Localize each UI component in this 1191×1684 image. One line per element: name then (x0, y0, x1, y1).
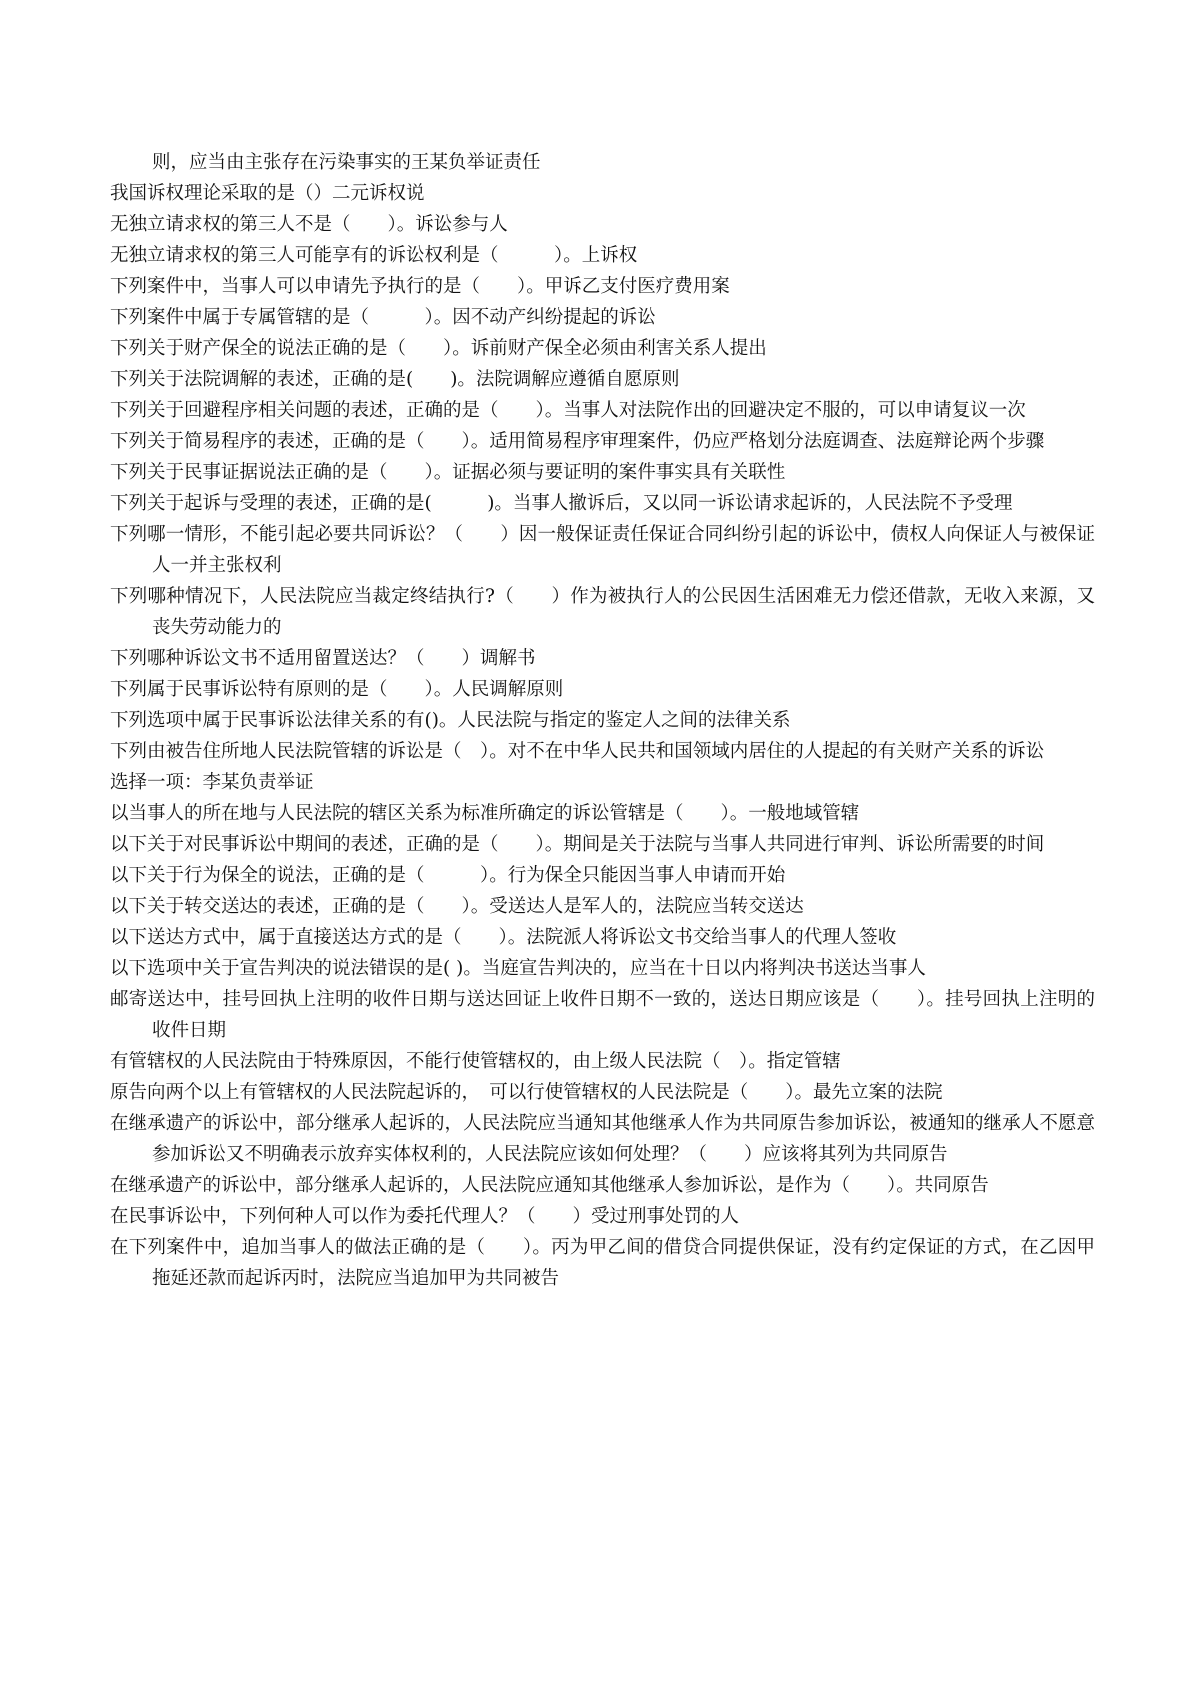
question-answer-line: 下列关于回避程序相关问题的表述，正确的是（ ）。当事人对法院作出的回避决定不服的，可以申请复议一次 (110, 400, 1026, 421)
question-answer-line: 以下选项中关于宣告判决的说法错误的是( )。当庭宣告判决的，应当在十日以内将判决书送达当事人 (110, 958, 926, 979)
question-answer-line: 原告向两个以上有管辖权的人民法院起诉的， 可以行使管辖权的人民法院是（ ）。最先立案的法院 (110, 1082, 943, 1103)
question-answer-line: 下列由被告住所地人民法院管辖的诉讼是（ ）。对不在中华人民共和国领域内居住的人提起的有关财产关系的诉讼 (110, 741, 1045, 762)
question-answer-line: 则，应当由主张存在污染事实的王某负举证责任 (152, 152, 541, 173)
question-answer-line: 在继承遗产的诉讼中，部分继承人起诉的，人民法院应当通知其他继承人作为共同原告参加诉讼，被通知的继承人不愿意参加诉讼又不明确表示放弃实体权利的，人民法院应该如何处理？（ ）应该将其列为共同原告 (110, 1113, 1095, 1165)
question-answer-line: 以下送达方式中，属于直接送达方式的是（ ）。法院派人将诉讼文书交给当事人的代理人签收 (110, 927, 897, 948)
question-answer-line: 选择一项：李某负责举证 (110, 772, 314, 793)
question-answer-line: 有管辖权的人民法院由于特殊原因，不能行使管辖权的，由上级人民法院（ ）。指定管辖 (110, 1051, 841, 1072)
question-answer-line: 我国诉权理论采取的是（）二元诉权说 (110, 183, 425, 204)
question-answer-line: 以下关于转交送达的表述，正确的是（ ）。受送达人是军人的，法院应当转交送达 (110, 896, 804, 917)
question-answer-line: 无独立请求权的第三人不是（ ）。诉讼参与人 (110, 214, 508, 235)
question-answer-line: 下列关于起诉与受理的表述，正确的是( )。当事人撤诉后，又以同一诉讼请求起诉的，人民法院不予受理 (110, 493, 1013, 514)
question-answer-line: 在下列案件中，追加当事人的做法正确的是（ ）。丙为甲乙间的借贷合同提供保证，没有约定保证的方式，在乙因甲拖延还款而起诉丙时，法院应当追加甲为共同被告 (110, 1237, 1095, 1289)
question-answer-line: 无独立请求权的第三人可能享有的诉讼权利是（ ）。上诉权 (110, 245, 638, 266)
question-answer-line: 以当事人的所在地与人民法院的辖区关系为标准所确定的诉讼管辖是（ ）。一般地域管辖 (110, 803, 860, 824)
question-answer-line: 以下关于行为保全的说法，正确的是（ ）。行为保全只能因当事人申请而开始 (110, 865, 786, 886)
question-answer-line: 下列案件中属于专属管辖的是（ ）。因不动产纠纷提起的诉讼 (110, 307, 656, 328)
question-answer-line: 在继承遗产的诉讼中，部分继承人起诉的，人民法院应通知其他继承人参加诉讼，是作为（ ）。共同原告 (110, 1175, 989, 1196)
question-answer-line: 下列属于民事诉讼特有原则的是（ ）。人民调解原则 (110, 679, 564, 700)
question-answer-line: 下列哪一情形，不能引起必要共同诉讼？（ ）因一般保证责任保证合同纠纷引起的诉讼中，债权人向保证人与被保证人一并主张权利 (110, 524, 1095, 576)
question-answer-line: 下列关于民事证据说法正确的是（ ）。证据必须与要证明的案件事实具有关联性 (110, 462, 786, 483)
question-answer-line: 下列选项中属于民事诉讼法律关系的有()。人民法院与指定的鉴定人之间的法律关系 (110, 710, 791, 731)
question-answer-line: 下列关于财产保全的说法正确的是（ ）。诉前财产保全必须由利害关系人提出 (110, 338, 767, 359)
question-answer-line: 下列案件中，当事人可以申请先予执行的是（ ）。甲诉乙支付医疗费用案 (110, 276, 730, 297)
question-answer-line: 下列关于简易程序的表述，正确的是（ ）。适用简易程序审理案件，仍应严格划分法庭调查、法庭辩论两个步骤 (110, 431, 1045, 452)
question-answer-line: 在民事诉讼中，下列何种人可以作为委托代理人？（ ）受过刑事处罚的人 (110, 1206, 740, 1227)
question-answer-line: 下列哪种情况下，人民法院应当裁定终结执行?（ ）作为被执行人的公民因生活困难无力偿还借款，无收入来源，又丧失劳动能力的 (110, 586, 1095, 638)
document-body (110, 147, 1095, 1294)
question-answer-line: 以下关于对民事诉讼中期间的表述，正确的是（ ）。期间是关于法院与当事人共同进行审判、诉讼所需要的时间 (110, 834, 1045, 855)
question-answer-line: 下列哪种诉讼文书不适用留置送达？（ ）调解书 (110, 648, 536, 669)
question-answer-line: 邮寄送达中，挂号回执上注明的收件日期与送达回证上收件日期不一致的，送达日期应该是（ ）。挂号回执上注明的收件日期 (110, 989, 1095, 1041)
question-answer-line: 下列关于法院调解的表述，正确的是( )。法院调解应遵循自愿原则 (110, 369, 680, 390)
